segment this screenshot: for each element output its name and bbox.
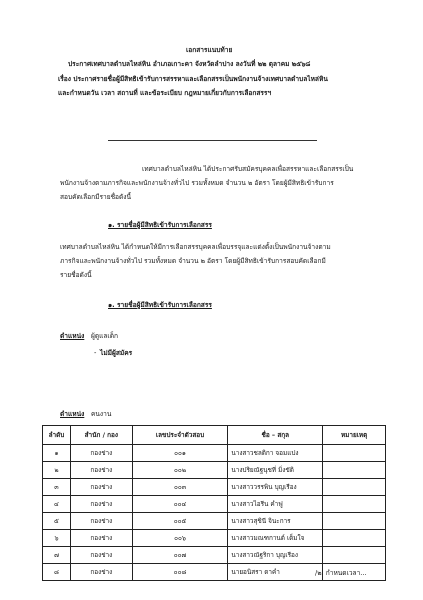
row-name: นางสาววรรพิน บุญเรือง bbox=[228, 479, 323, 496]
announcement-line: ประกาศเทศบาลตำบลไหล่หิน อำเภอเกาะคา จังหวัดลำปาง ลงวันที่ ๒๒ ตุลาคม ๒๕๖๘ bbox=[68, 60, 311, 68]
header-exam-id: เลขประจำตัวสอบ bbox=[132, 426, 228, 445]
row-order: ๘ bbox=[43, 564, 71, 581]
row-note bbox=[323, 479, 386, 496]
row-department: กองช่าง bbox=[70, 445, 132, 462]
row-name: นายอนิสรา ดาคำ bbox=[228, 564, 323, 581]
row-note bbox=[323, 462, 386, 479]
position-2-value: คนงาน bbox=[91, 410, 112, 418]
row-order: ๗ bbox=[43, 547, 71, 564]
header-note: หมายเหตุ bbox=[323, 426, 386, 445]
section-1a-line-1: เทศบาลตำบลไหล่หิน ได้กำหนดให้มีการเลือกสรรบุคคลเพื่อบรรจุและแต่งตั้งเป็นพนักงานจ้างตาม bbox=[60, 243, 331, 251]
row-department: กองช่าง bbox=[70, 479, 132, 496]
row-exam-id: ๐๐๕ bbox=[132, 513, 228, 530]
row-note bbox=[323, 496, 386, 513]
header-divider bbox=[108, 140, 317, 141]
applicant-table bbox=[42, 425, 386, 581]
row-order: ๓ bbox=[43, 479, 71, 496]
section-1a-line-3: รายชื่อดังนี้ bbox=[60, 271, 92, 279]
section-1a-heading: ๑. รายชื่อผู้มีสิทธิเข้ารับการเลือกสรร bbox=[108, 221, 212, 229]
row-exam-id: ๐๐๔ bbox=[132, 496, 228, 513]
row-name: นางปริยณัฐนุชที่ มิ่งขัติ bbox=[228, 462, 323, 479]
table-row bbox=[43, 530, 386, 547]
row-department: กองช่าง bbox=[70, 462, 132, 479]
header-department: สำนัก / กอง bbox=[70, 426, 132, 445]
row-exam-id: ๐๐๑ bbox=[132, 445, 228, 462]
position-2-label: ตำแหน่ง bbox=[60, 410, 85, 418]
position-1-bullet: - bbox=[94, 349, 97, 357]
subject-line-2: และกำหนดวัน เวลา สถานที่ และข้อระเบียบ กฎหมายเกี่ยวกับการเลือกสรรฯ bbox=[58, 89, 272, 97]
position-1-value: ผู้ดูแลเด็ก bbox=[91, 332, 118, 340]
row-name: นางสาวไอรีน คำฟู bbox=[228, 496, 323, 513]
position-1-label: ตำแหน่ง bbox=[60, 332, 85, 340]
row-order: ๒ bbox=[43, 462, 71, 479]
row-note bbox=[323, 445, 386, 462]
row-exam-id: ๐๐๓ bbox=[132, 479, 228, 496]
table-row bbox=[43, 547, 386, 564]
section-1a-line-2: ภารกิจและพนักงานจ้างทั่วไป รวมทั้งหมด จำนวน ๒ อัตรา โดยผู้มีสิทธิเข้ารับการสอบคัดเลือกมี bbox=[60, 257, 326, 265]
row-name: นางสาวชลติกา จอมแปง bbox=[228, 445, 323, 462]
row-note bbox=[323, 513, 386, 530]
row-name: นางสาวมณฑกานต์ เต็มใจ bbox=[228, 530, 323, 547]
header-name: ชื่อ – สกุล bbox=[228, 426, 323, 445]
row-order: ๖ bbox=[43, 530, 71, 547]
section-1b-heading: ๑. รายชื่อผู้มีสิทธิเข้ารับการเลือกสรร bbox=[108, 301, 212, 309]
table-row bbox=[43, 513, 386, 530]
row-note bbox=[323, 547, 386, 564]
table-row bbox=[43, 445, 386, 462]
row-department: กองช่าง bbox=[70, 496, 132, 513]
row-note bbox=[323, 530, 386, 547]
row-department: กองช่าง bbox=[70, 513, 132, 530]
table-row bbox=[43, 479, 386, 496]
intro-line-3: สอบคัดเลือกมีรายชื่อดังนี้ bbox=[60, 193, 132, 201]
table-row bbox=[43, 462, 386, 479]
row-exam-id: ๐๐๒ bbox=[132, 462, 228, 479]
continuation-note: /๒. กำหนดเวลา... bbox=[315, 569, 367, 577]
row-exam-id: ๐๐๖ bbox=[132, 530, 228, 547]
table-header-row bbox=[43, 426, 386, 445]
header-order: ลำดับ bbox=[43, 426, 71, 445]
row-exam-id: ๐๐๘ bbox=[132, 564, 228, 581]
row-order: ๕ bbox=[43, 513, 71, 530]
row-department: กองช่าง bbox=[70, 564, 132, 581]
row-name: นางสาวสุชินี จินะการ bbox=[228, 513, 323, 530]
no-applicant-note: ไม่มีผู้สมัคร bbox=[100, 349, 133, 357]
row-department: กองช่าง bbox=[70, 530, 132, 547]
table-row bbox=[43, 496, 386, 513]
intro-line-2: พนักงานจ้างตามภารกิจและพนักงานจ้างทั่วไป รวมทั้งหมด จำนวน ๒ อัตรา โดยผู้มีสิทธิเข้ารับการ bbox=[60, 179, 334, 187]
row-exam-id: ๐๐๗ bbox=[132, 547, 228, 564]
row-department: กองช่าง bbox=[70, 547, 132, 564]
attachment-title: เอกสารแนบท้าย bbox=[186, 46, 233, 54]
intro-line-1: เทศบาลตำบลไหล่หิน ได้ประกาศรับสมัครบุคคลเพื่อสรรหาและเลือกสรรเป็น bbox=[142, 165, 354, 173]
row-name: นางสาวณัฐริกา บุญเรือง bbox=[228, 547, 323, 564]
row-order: ๔ bbox=[43, 496, 71, 513]
subject-line-1: เรื่อง ประกาศรายชื่อผู้มีสิทธิเข้ารับการสรรหาและเลือกสรรเป็นพนักงานจ้างเทศบาลตำบลไหล่หิน bbox=[58, 75, 328, 83]
row-order: ๑ bbox=[43, 445, 71, 462]
